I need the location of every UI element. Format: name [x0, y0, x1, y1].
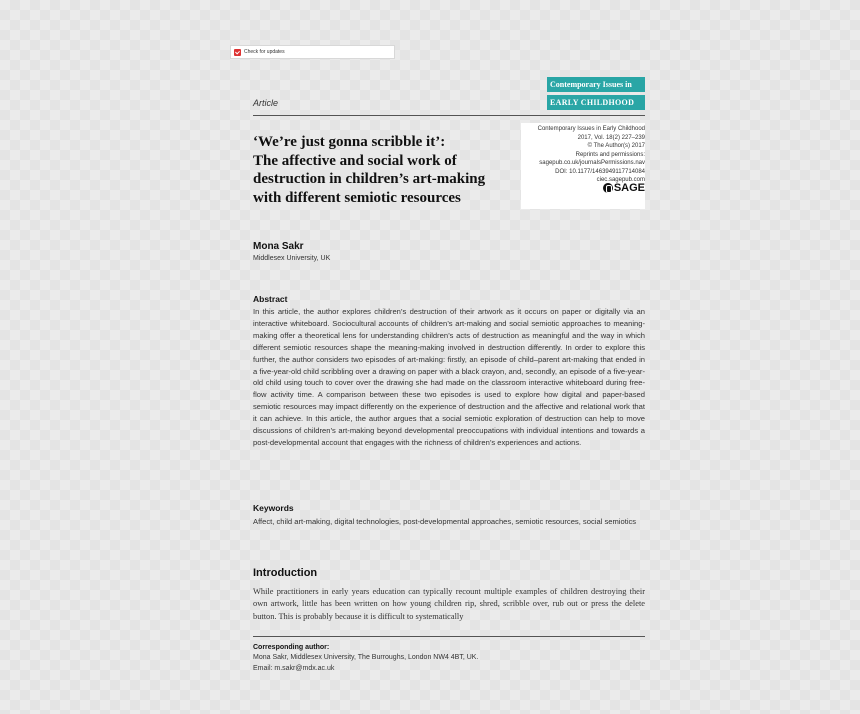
crossmark-icon	[234, 49, 241, 56]
article-type-label: Article	[253, 98, 279, 108]
check-for-updates-label: Check for updates	[244, 49, 285, 55]
corresponding-author-block	[253, 643, 645, 674]
footnote-rule	[253, 636, 645, 637]
meta-permissions-link[interactable]: sagepub.co.uk/journalsPermissions.nav	[539, 160, 645, 166]
corresponding-author-address: Mona Sakr, Middlesex University, The Burroughs, London NW4 4BT, UK.	[253, 654, 479, 662]
title-line: with different semiotic resources	[253, 189, 461, 206]
journal-name-line1: Contemporary Issues in	[547, 77, 645, 92]
article-title	[253, 133, 528, 207]
sage-logo	[603, 183, 645, 193]
check-for-updates-banner[interactable]	[230, 45, 395, 59]
abstract-heading: Abstract	[253, 294, 288, 304]
meta-reprints: Reprints and permissions:	[575, 151, 645, 158]
keywords-heading: Keywords	[253, 503, 294, 513]
meta-doi[interactable]: DOI: 10.1177/1463949117714084	[555, 168, 645, 175]
meta-volume: 2017, Vol. 18(2) 227–239	[577, 134, 645, 141]
abstract-text: In this article, the author explores children’s destruction of their artwork as it occurs on paper or digitally via an interactive whiteboard. Sociocultural accounts of children’s art-making and social semiotic approaches to meaning-making offer a theoretical lens for understanding children’s acts of destruction as meaningful and the way in which different semiotic resources shape the meaning-making involved in destruction differently. In order to explore this further, the author considers two episodes of art-making: firstly, an episode of child–parent art-making that ended in a five-year-old child scribbling over a drawing on paper with a black crayon, and, secondly, an episode of a five-year-old child using touch to cover over the drawing she had made on the classroom interactive whiteboard during free-flow activity time. A comparison between these two episodes is used to explore how digital and paper-based semiotic resources may impact differently on the experience of destruction and the affective and relational work that it can achieve. In this article, the author argues that a social semiotic exploration of destruction can help to move discussions of children’s art-making beyond developmental preoccupations with individual intentions and towards a post-developmental account that engages with the richness of children’s experiences and actions.	[253, 307, 645, 447]
introduction-heading: Introduction	[253, 567, 318, 579]
meta-journal: Contemporary Issues in Early Childhood	[537, 126, 645, 132]
meta-copyright: © The Author(s) 2017	[587, 143, 645, 149]
header-rule	[253, 115, 645, 116]
journal-name-line2: EARLY CHILDHOOD	[547, 95, 645, 110]
sage-s-icon	[603, 183, 613, 193]
keywords-text: Affect, child art-making, digital technologies, post-developmental approaches, semiotic resources, social semiotics	[253, 517, 637, 526]
title-line: The affective and social work of	[253, 152, 457, 169]
title-line: destruction in children’s art-making	[253, 171, 486, 187]
sage-wordmark: SAGE	[613, 181, 645, 194]
corresponding-author-heading: Corresponding author:	[253, 644, 330, 651]
introduction-text: While practitioners in early years education can typically recount multiple examples of children destroying their own artwork, little has been written on how young children rip, shred, scribble over, rub out or press the delete button. This is probably because it is difficult to systematically	[253, 587, 645, 621]
meta-site[interactable]: ciec.sagepub.com	[596, 177, 645, 183]
title-line: ‘We’re just gonna scribble it’:	[253, 134, 446, 150]
author-affiliation: Middlesex University, UK	[253, 255, 331, 262]
journal-badge	[547, 77, 645, 110]
publication-metadata	[521, 123, 645, 209]
author-name: Mona Sakr	[253, 241, 304, 252]
corresponding-author-email[interactable]: Email: m.sakr@mdx.ac.uk	[253, 664, 335, 672]
